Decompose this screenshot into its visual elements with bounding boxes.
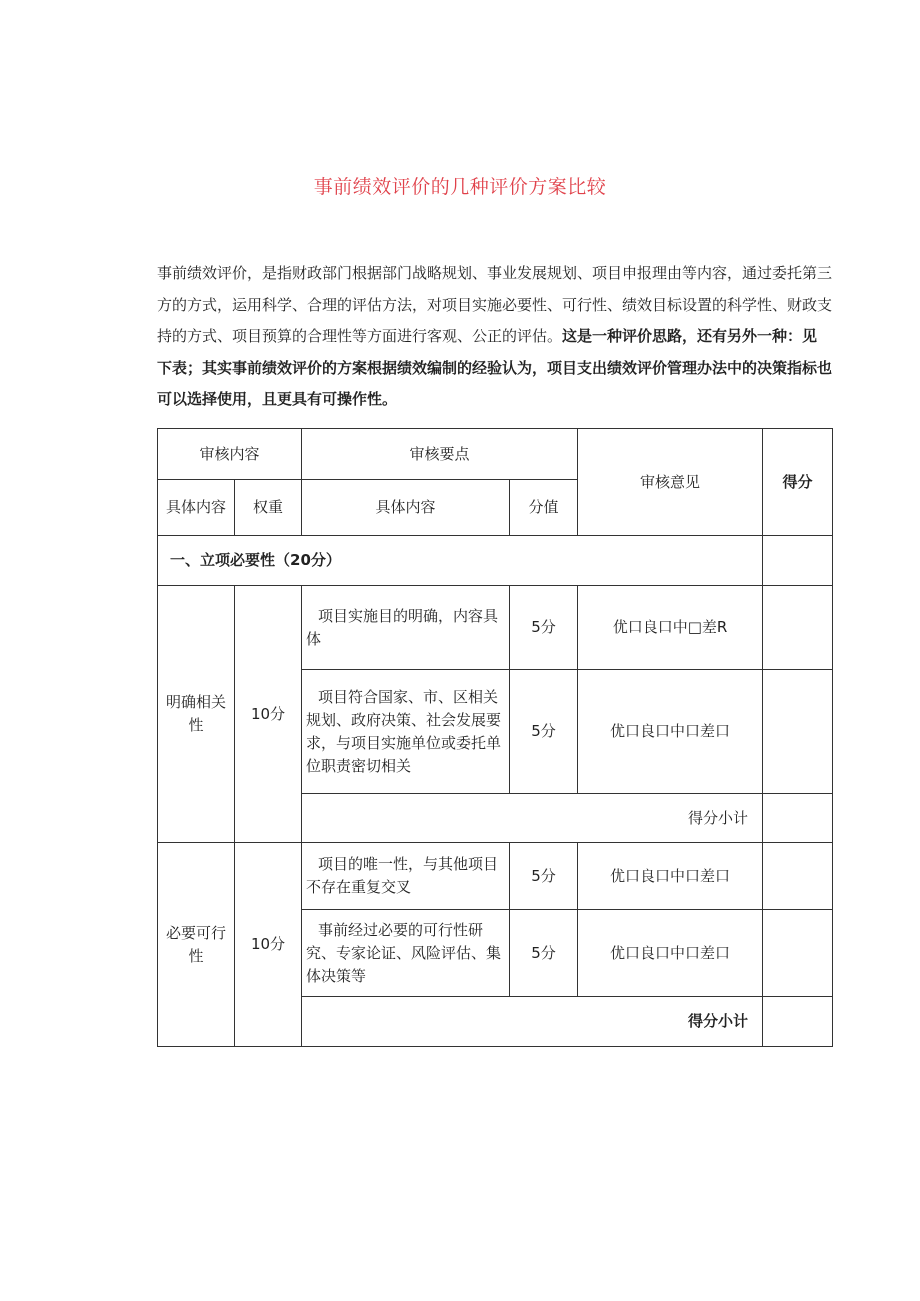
table-row [158,586,833,670]
intro-text: 事前绩效评价，是指财政部门根据部门战略规划、事业发展规划、项目申报理由等内容，通过委托第三方的方式，运用科学、合理的评估方法，对项目实施必要性、可行性、绩效目标设置的科学性、财政支持的方式、项目预算的合理性等方面进行客观、公正的评估。 [157,264,833,345]
row-points: 5分 [510,910,578,997]
header-audit-opinion: 审核意见 [578,429,763,536]
row-points: 5分 [510,843,578,910]
header-weight: 权重 [235,480,302,536]
header-audit-points: 审核要点 [302,429,578,480]
header-score: 得分 [763,429,833,536]
row-score-cell [763,843,833,910]
section-title: 一、立项必要性（20分） [158,536,763,586]
evaluation-table [157,428,833,1047]
row-opinion: 优口良口中口差口 [578,843,763,910]
header-audit-content: 审核内容 [158,429,302,480]
header-specific-content-short: 具体内容 [158,480,235,536]
subtotal-label: 得分小计 [302,794,763,843]
row-opinion: 优口良口中□差R [578,586,763,670]
row-content: 项目实施目的明确，内容具体 [302,586,510,670]
table-header-row [158,429,833,480]
group-name: 明确相关性 [158,586,235,843]
intro-paragraph [157,258,832,416]
subtotal-label: 得分小计 [302,997,763,1047]
group-weight: 10分 [235,843,302,1047]
row-content: 项目符合国家、市、区相关规划、政府决策、社会发展要求，与项目实施单位或委托单位职责密切相关 [302,670,510,794]
group-name: 必要可行性 [158,843,235,1047]
row-opinion: 优口良口中口差口 [578,910,763,997]
row-points: 5分 [510,586,578,670]
row-content: 项目的唯一性，与其他项目不存在重复交叉 [302,843,510,910]
row-score-cell [763,910,833,997]
table-row [158,843,833,910]
header-points-value: 分值 [510,480,578,536]
row-points: 5分 [510,670,578,794]
subtotal-score-cell [763,997,833,1047]
row-opinion: 优口良口中口差口 [578,670,763,794]
section-row [158,536,833,586]
row-score-cell [763,586,833,670]
row-score-cell [763,670,833,794]
header-specific-content: 具体内容 [302,480,510,536]
group-weight: 10分 [235,586,302,843]
intro-bold-text: 这是一种评价思路，还有另外一种：见下表；其实事前绩效评价的方案根据绩效编制的经验认为，项目支出绩效评价管理办法中的决策指标也可以选择使用，且更具有可操作性。 [157,327,833,408]
section-score-cell [763,536,833,586]
subtotal-score-cell [763,794,833,843]
document-title: 事前绩效评价的几种评价方案比较 [313,176,607,198]
row-content: 事前经过必要的可行性研究、专家论证、风险评估、集体决策等 [302,910,510,997]
